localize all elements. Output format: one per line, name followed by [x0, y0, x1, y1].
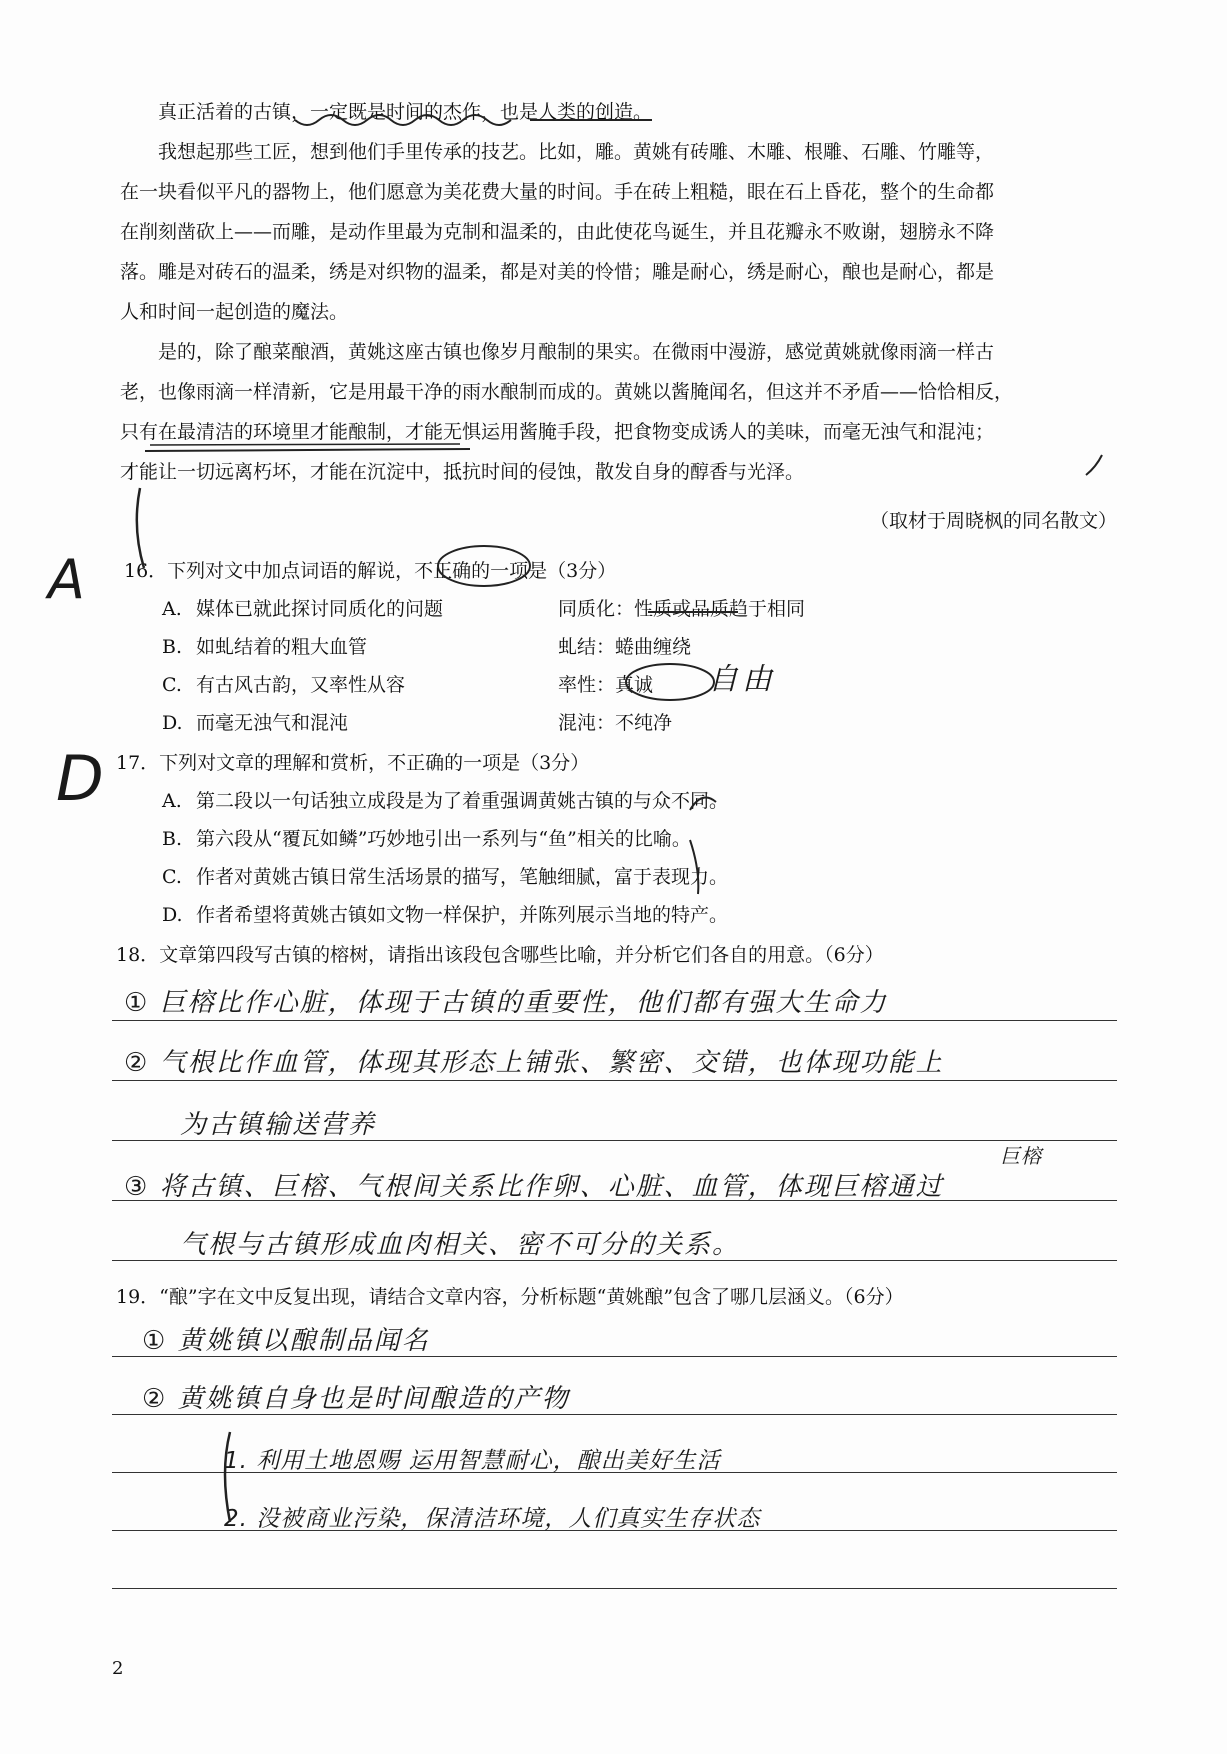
passage-line: 在一块看似平凡的器物上，他们愿意为美花费大量的时间。手在砖上粗糙，眼在石上昏花，整个的生命都 — [120, 181, 995, 203]
question-16-stem: 16．下列对文中加点词语的解说，不正确的一项是（3分） — [124, 560, 617, 582]
question-17-option-d — [162, 900, 728, 927]
option-letter: C. — [162, 674, 182, 696]
passage-paragraph-2 — [120, 132, 1120, 332]
question-17-option-b — [162, 824, 691, 851]
answer-rule — [112, 1020, 1117, 1021]
passage-line: 落。雕是对砖石的温柔，绣是对织物的温柔，都是对美的怜惜；雕是耐心，绣是耐心，酿也是耐心，都是 — [120, 261, 995, 283]
question-17-stem: 17．下列对文章的理解和赏析，不正确的一项是（3分） — [116, 752, 590, 774]
option-text: 而毫无浊气和混沌 — [196, 712, 349, 734]
passage-line: 只有在最清洁的环境里才能酿制，才能无惧运用酱腌手段，把食物变成诱人的美味，而毫无浊气和混沌； — [120, 421, 995, 443]
option-text: 有古风古韵，又率性从容 — [196, 674, 406, 696]
question-17-option-c — [162, 862, 728, 889]
passage-line: 才能让一切远离朽坏，才能在沉淀中，抵抗时间的侵蚀，散发自身的醇香与光泽。 — [120, 461, 805, 483]
passage-line: 真正活着的古镇，一定既是时间的杰作，也是人类的创造。 — [158, 101, 653, 123]
question-16-option-d — [162, 708, 348, 735]
answer-rule — [112, 1080, 1117, 1081]
option-letter: A. — [162, 598, 182, 620]
option-letter: D. — [162, 712, 183, 734]
question-16-option-b — [162, 632, 367, 659]
handwritten-insert-18: 巨榕 — [1000, 1144, 1042, 1168]
handwritten-answer-18-line-3: 为古镇输送营养 — [180, 1110, 377, 1140]
passage-paragraph-1 — [120, 92, 1120, 132]
option-text: 作者对黄姚古镇日常生活场景的描写，笔触细腻，富于表现力。 — [196, 866, 729, 888]
handwritten-answer-18-line-2: ② 气根比作血管，体现其形态上铺张、繁密、交错，也体现功能上 — [124, 1048, 944, 1078]
handwritten-answer-19-line-4: 2. 没被商业污染，保清洁环境，人们真实生存状态 — [224, 1506, 761, 1532]
option-letter: A. — [162, 790, 182, 812]
handwritten-answer-16: A — [48, 548, 89, 611]
question-16-gloss-d: 混沌：不纯净 — [558, 712, 673, 734]
option-letter: C. — [162, 866, 182, 888]
passage-source: （取材于周晓枫的同名散文） — [869, 510, 1117, 532]
option-letter: B. — [162, 828, 183, 850]
question-18-stem: 18．文章第四段写古镇的榕树，请指出该段包含哪些比喻，并分析它们各自的用意。（6分） — [116, 944, 884, 966]
handwritten-answer-17: D — [56, 742, 108, 815]
passage-line: 在削刻凿砍上——而雕，是动作里最为克制和温柔的，由此使花鸟诞生，并且花瓣永不败谢，翅膀永不降 — [120, 221, 995, 243]
option-text: 作者希望将黄姚古镇如文物一样保护，并陈列展示当地的特产。 — [196, 904, 729, 926]
page-number: 2 — [112, 1658, 124, 1679]
question-16-gloss-c: 率性：真诚 — [558, 674, 654, 696]
option-letter: B. — [162, 636, 183, 658]
passage-line: 是的，除了酿菜酿酒，黄姚这座古镇也像岁月酿制的果实。在微雨中漫游，感觉黄姚就像雨滴一样古 — [158, 341, 995, 363]
option-text: 如虬结着的粗大血管 — [196, 636, 368, 658]
option-letter: D. — [162, 904, 183, 926]
question-16-option-a — [162, 594, 443, 621]
question-17-option-a — [162, 786, 728, 813]
passage-line: 我想起那些工匠，想到他们手里传承的技艺。比如，雕。黄姚有砖雕、木雕、根雕、石雕、竹雕等， — [158, 141, 995, 163]
handwritten-answer-19-line-2: ② 黄姚镇自身也是时间酿造的产物 — [142, 1384, 570, 1414]
handwritten-answer-18-line-4: ③ 将古镇、巨榕、气根间关系比作卵、心脏、血管，体现巨榕通过 — [124, 1172, 944, 1202]
handwritten-answer-18-line-1: ① 巨榕比作心脏，体现于古镇的重要性，他们都有强大生命力 — [124, 988, 888, 1018]
handwritten-answer-19-line-1: ① 黄姚镇以酿制品闻名 — [142, 1326, 430, 1356]
question-16-gloss-b: 虬结：蜷曲缠绕 — [558, 636, 692, 658]
passage-line: 老，也像雨滴一样清新，它是用最干净的雨水酿制而成的。黄姚以酱腌闻名，但这并不矛盾——恰恰相反， — [120, 381, 1014, 403]
question-19-stem: 19．“酿”字在文中反复出现，请结合文章内容，分析标题“黄姚酿”包含了哪几层涵义。（6分） — [116, 1286, 904, 1308]
option-text: 第六段从“覆瓦如鳞”巧妙地引出一系列与“鱼”相关的比喻。 — [196, 828, 691, 850]
question-16-option-c — [162, 670, 405, 697]
handwritten-answer-18-line-5: 气根与古镇形成血肉相关、密不可分的关系。 — [180, 1230, 741, 1260]
answer-rule — [112, 1588, 1117, 1589]
handwritten-note-16: 自由 — [708, 662, 776, 697]
passage-line: 人和时间一起创造的魔法。 — [120, 301, 349, 323]
option-text: 第二段以一句话独立成段是为了着重强调黄姚古镇的与众不同。 — [196, 790, 729, 812]
passage-paragraph-3 — [120, 332, 1120, 492]
question-16-gloss-a: 同质化：性质或品质趋于相同 — [558, 598, 806, 620]
option-text: 媒体已就此探讨同质化的问题 — [196, 598, 444, 620]
handwritten-answer-19-line-3: 1. 利用土地恩赐 运用智慧耐心，酿出美好生活 — [224, 1448, 721, 1474]
